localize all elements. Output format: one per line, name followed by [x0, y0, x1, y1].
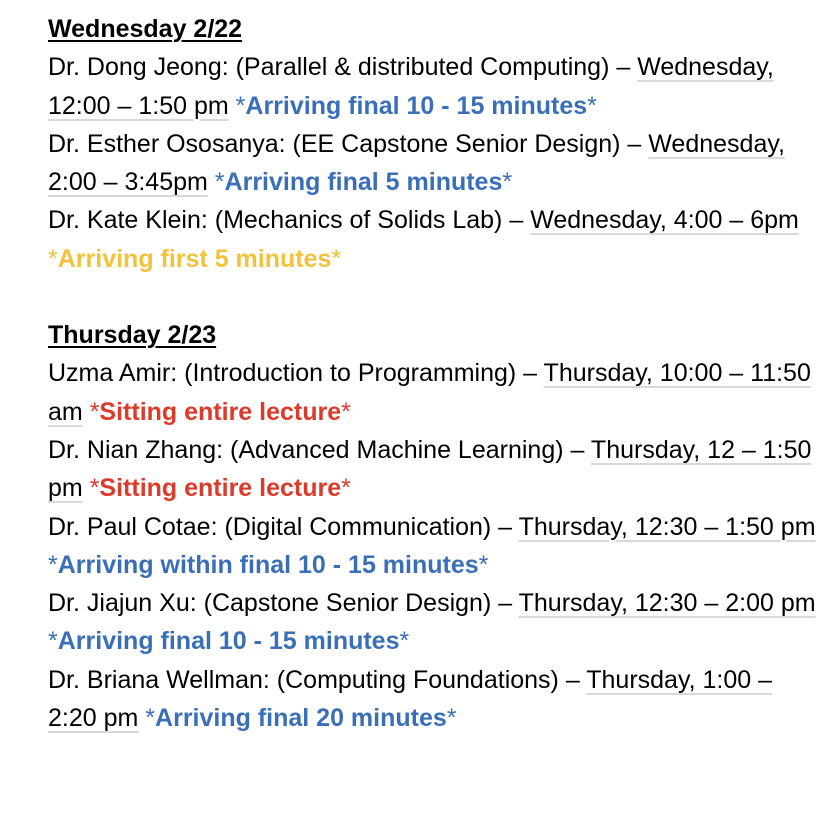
schedule-entry: [48, 584, 818, 661]
entry-note: *Arriving final 20 minutes*: [145, 704, 457, 733]
entry-time: Thursday, 12 – 1:50 pm: [48, 435, 812, 503]
entry-note: *Arriving final 10 - 15 minutes*: [235, 91, 597, 120]
schedule-entry: [48, 125, 818, 202]
entry-note: *Arriving final 5 minutes*: [214, 168, 513, 197]
entry-note: *Arriving first 5 minutes*: [48, 244, 342, 273]
entry-time: Wednesday, 2:00 – 3:45pm: [48, 129, 785, 197]
entry-note: *Arriving final 10 - 15 minutes*: [48, 627, 410, 656]
day-section-thursday: [48, 316, 818, 737]
entry-note: *Sitting entire lecture*: [89, 474, 351, 503]
schedule-entry: [48, 201, 818, 278]
entry-instructor-course: Dr. Dong Jeong: (Parallel & distributed Computing) –: [48, 53, 638, 82]
day-heading: Thursday 2/23: [48, 321, 217, 350]
entry-time: Wednesday, 12:00 – 1:50 pm: [48, 53, 774, 120]
entry-time: Thursday, 10:00 – 11:50 am: [48, 359, 811, 426]
entry-instructor-course: Dr. Esther Ososanya: (EE Capstone Senior Design) –: [48, 129, 649, 158]
schedule-entry: [48, 354, 818, 431]
entry-time: Wednesday, 4:00 – 6pm: [530, 206, 799, 235]
entry-instructor-course: Dr. Briana Wellman: (Computing Foundations) –: [48, 665, 587, 694]
entry-time: Thursday, 12:30 – 1:50 pm: [518, 512, 816, 541]
schedule-entry: [48, 431, 818, 508]
day-heading: Wednesday 2/22: [48, 15, 243, 43]
schedule-entry: [48, 661, 818, 738]
entry-instructor-course: Dr. Nian Zhang: (Advanced Machine Learning) –: [48, 435, 591, 464]
schedule-entry: [48, 48, 818, 125]
day-section-wednesday: [48, 10, 818, 278]
entry-time: Thursday, 1:00 – 2:20 pm: [48, 665, 772, 733]
schedule-document: [48, 10, 818, 737]
entry-time: Thursday, 12:30 – 2:00 pm: [518, 589, 816, 618]
entry-instructor-course: Dr. Jiajun Xu: (Capstone Senior Design) –: [48, 589, 519, 618]
entry-instructor-course: Dr. Paul Cotae: (Digital Communication) –: [48, 512, 519, 541]
entry-note: *Sitting entire lecture*: [89, 397, 351, 426]
entry-note: *Arriving within final 10 - 15 minutes*: [48, 550, 489, 579]
entry-instructor-course: Uzma Amir: (Introduction to Programming) –: [48, 359, 544, 388]
entry-instructor-course: Dr. Kate Klein: (Mechanics of Solids Lab) –: [48, 206, 531, 235]
schedule-entry: [48, 508, 818, 585]
